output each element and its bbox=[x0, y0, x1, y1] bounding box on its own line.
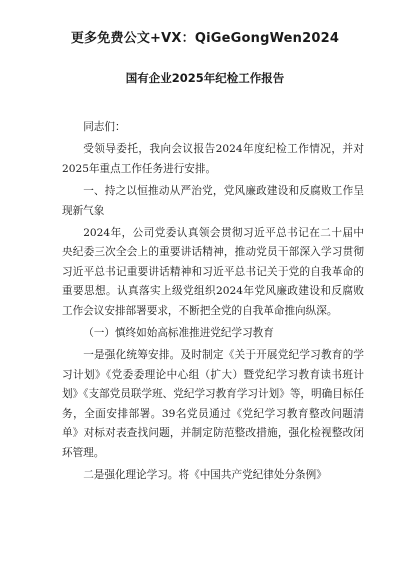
paragraph-section-1: 2024年，公司党委认真领会贯彻习近平总书记在二十届中央纪委三次全会上的重要讲话精神，推动党员干部深入学习贯彻习近平总书记重要讲话精神和习近平总书记关于党的自我革命的重要思想。认真落实上级党组织2024年党风廉政建设和反腐败工作会议安排部署要求，不断把全党的自我革命推向纵深。 bbox=[62, 227, 364, 317]
section-heading-1: 一、持之以恒推动从严治党，党风廉政建设和反腐败工作呈现新气象 bbox=[62, 185, 364, 217]
paragraph-point-2: 二是强化理论学习。将《中国共产党纪律处分条例》 bbox=[83, 468, 327, 481]
document-title: 国有企业2025年纪检工作报告 bbox=[125, 71, 285, 85]
salutation: 同志们： bbox=[83, 121, 126, 133]
document-body bbox=[62, 118, 364, 488]
paragraph-intro: 受领导委托，我向会议报告2024年度纪检工作情况，并对2025年重点工作任务进行安排。 bbox=[62, 143, 364, 175]
sub-heading-1: （一）慎终如始高标准推进党纪学习教育 bbox=[83, 327, 274, 340]
paragraph-point-1: 一是强化统筹安排。及时制定《关于开展党纪学习教育的学习计划》《党委委理论中心组（扩大）暨党纪学习教育读书班计划》《支部党员联学班、党纪学习教育学习计划》等，明确目标任务，全面安排部署。39名党员通过《党纪学习教育整改问题清单》对标对表查找问题，并制定防范整改措施，强化检视整改闭环管理。 bbox=[62, 349, 364, 459]
promo-banner: 更多免费公文+VX：QiGeGongWen2024 bbox=[70, 31, 340, 46]
